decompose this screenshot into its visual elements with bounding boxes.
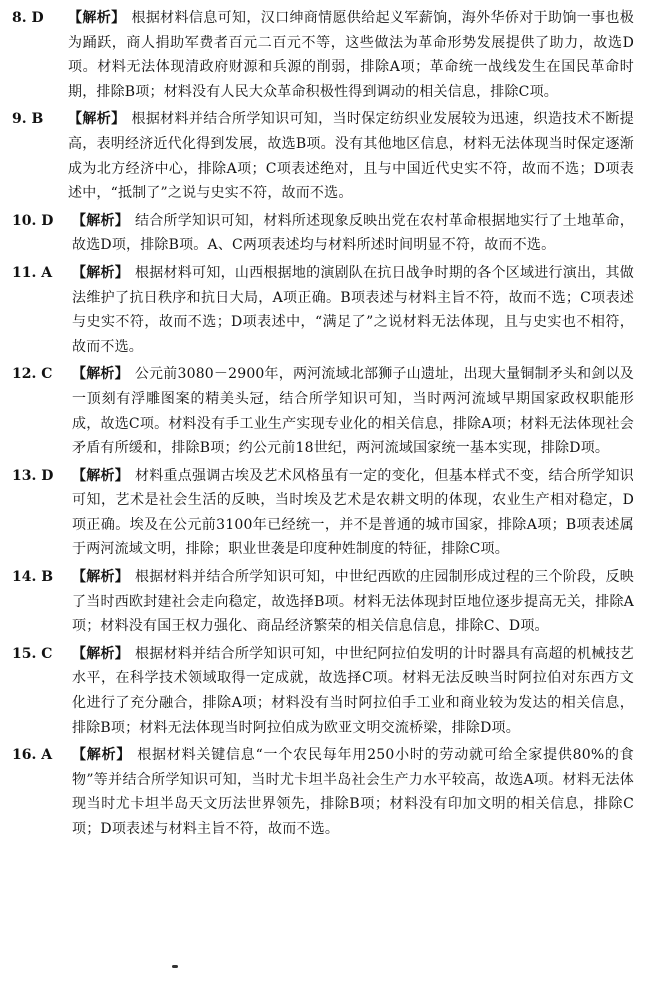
explanation-item [12, 6, 634, 104]
explanation-item [12, 261, 634, 359]
explanation-item [12, 209, 634, 258]
analysis-body: 结合所学知识可知，材料所述现象反映出党在农村革命根据地实行了土地革命，故选D项，排除B项。A、C两项表述均与材料所述时间明显不符，故而不选。 [72, 212, 634, 254]
analysis-body: 公元前3080－2900年，两河流域北部狮子山遗址，出现大量铜制矛头和剑以及一顶刻有浮雕图案的精美头冠，结合所学知识可知，当时两河流域早期国家政权职能形成，故选C项。材料没有手工业生产实现专业化的相关信息，排除A项；材料无法体现社会矛盾有所缓和，排除B项；约公元前18世纪，两河流域国家统一基本实现，排除D项。 [72, 366, 634, 457]
question-answer-number: 13. D [12, 467, 54, 484]
explanation-text [72, 261, 634, 359]
analysis-tag: 【解析】 [72, 212, 130, 229]
explanation-item [12, 642, 634, 740]
explanation-item [12, 565, 634, 639]
analysis-body: 材料重点强调古埃及艺术风格虽有一定的变化，但基本样式不变，结合所学知识可知，艺术是社会生活的反映，当时埃及艺术是农耕文明的体现，农业生产相对稳定，D项正确。埃及在公元前3100年已经统一，并不是普通的城市国家，排除A项；B项表述属于两河流域文明，排除；职业世袭是印度种姓制度的特征，排除C项。 [72, 467, 634, 558]
analysis-body: 根据材料关键信息“一个农民每年用250小时的劳动就可给全家提供80%的食物”等并结合所学知识可知，当时尤卡坦半岛社会生产力水平较高，故选A项。材料无法体现当时尤卡坦半岛天文历法世界领先，排除B项；材料没有印加文明的相关信息，排除C项；D项表述与材料主旨不符，故而不选。 [72, 747, 634, 837]
explanation-item [12, 743, 634, 841]
explanation-list [12, 6, 634, 842]
explanation-item [12, 362, 634, 460]
analysis-body: 根据材料信息可知，汉口绅商情愿供给起义军薪饷，海外华侨对于助饷一事也极为踊跃，商人捐助军费者百元二百元不等，这些做法为革命形势发展提供了助力，故选D项。材料无法体现清政府财源和兵源的削弱，排除A项；革命统一战线发生在国民革命时期，排除B项；材料没有人民大众革命积极性得到调动的相关信息，排除C项。 [68, 10, 634, 100]
analysis-tag: 【解析】 [68, 111, 126, 128]
analysis-body: 根据材料并结合所学知识可知，中世纪西欧的庄园制形成过程的三个阶段，反映了当时西欧封建社会走向稳定，故选择B项。材料无法体现封臣地位逐步提高无关，排除A项；材料没有国王权力强化、商品经济繁荣的相关信息信息，排除C、D项。 [72, 569, 634, 635]
explanation-item [12, 464, 634, 562]
explanation-text [68, 107, 634, 205]
explanation-text [72, 565, 634, 639]
question-answer-number: 10. D [12, 212, 54, 229]
analysis-tag: 【解析】 [72, 366, 129, 383]
question-answer-number: 9. B [12, 111, 44, 128]
explanation-item [12, 107, 634, 205]
explanation-text [72, 464, 634, 562]
question-answer-number: 8. D [12, 10, 44, 26]
question-answer-number: 16. A [12, 747, 53, 764]
question-answer-number: 12. C [12, 366, 53, 383]
analysis-tag: 【解析】 [72, 645, 130, 662]
analysis-tag: 【解析】 [68, 10, 126, 26]
analysis-body: 根据材料并结合所学知识可知，中世纪阿拉伯发明的计时器具有高超的机械技艺水平，在科学技术领域取得一定成就，故选择C项。材料无法反映当时阿拉伯对东西方文化进行了充分融合，排除A项；材料没有当时阿拉伯手工业和商业较为发达的相关信息，排除B项；材料无法体现当时阿拉伯成为欧亚文明交流桥梁，排除D项。 [72, 645, 634, 736]
analysis-tag: 【解析】 [72, 264, 130, 281]
question-answer-number: 15. C [12, 645, 53, 662]
analysis-body: 根据材料可知，山西根据地的演剧队在抗日战争时期的各个区域进行演出，其做法维护了抗日秩序和抗日大局，A项正确。B项表述与材料主旨不符，故而不选；C项表述与史实不符，故而不选；D项表述中，“满足了”之说材料无法体现，且与史实也不相符，故而不选。 [72, 264, 634, 355]
analysis-tag: 【解析】 [72, 569, 130, 586]
explanation-text [72, 743, 634, 841]
explanation-text [72, 642, 634, 740]
analysis-tag: 【解析】 [72, 467, 130, 484]
analysis-tag: 【解析】 [72, 747, 132, 764]
explanation-text [72, 362, 634, 460]
explanation-text [68, 6, 634, 104]
page-mark [172, 965, 178, 968]
question-answer-number: 11. A [12, 264, 53, 281]
question-answer-number: 14. B [12, 569, 54, 586]
analysis-body: 根据材料并结合所学知识可知，当时保定纺织业发展较为迅速，织造技术不断提高，表明经济近代化得到发展，故选B项。没有其他地区信息，材料无法体现当时保定逐渐成为北方经济中心，排除A项；C项表述绝对，且与中国近代史实不符，故而不选；D项表述中，“抵制了”之说与史实不符，故而不选。 [68, 111, 634, 202]
explanation-text [72, 209, 634, 258]
